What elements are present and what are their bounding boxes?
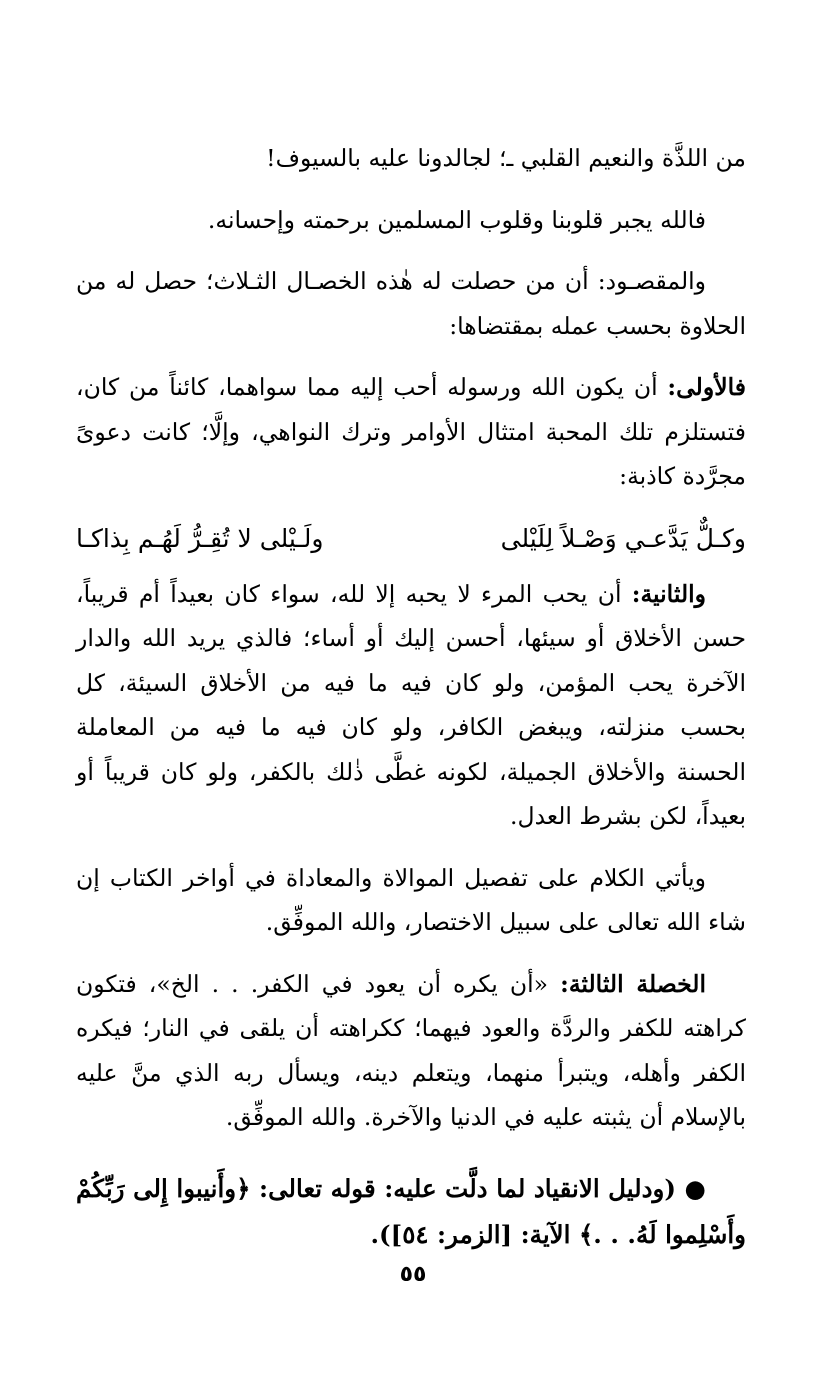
first-trait-text: أن يكون الله ورسوله أحب إليه مما سواهما، كائناً من كان، فتستلزم تلك المحبة امتثال الأوامر وترك النواهي، وإلَّا؛ كانت دعوىً مجرَّدة كاذبة: xyxy=(76,373,746,490)
paragraph-3: والمقصـود: أن من حصلت له هٰذه الخصـال الثـلاث؛ حصل له من الحلاوة بحسب عمله بمقتضاها: xyxy=(76,267,746,340)
page-number: ٥٥ xyxy=(399,1262,427,1287)
first-trait-label: فالأولى: xyxy=(667,373,746,401)
poem-hemistich-right: وكـلٌّ يَدَّعـي وَصْـلاً لِلَيْلى xyxy=(500,523,746,553)
bullet-icon: ● xyxy=(684,1173,706,1203)
paragraph-6: ويأتي الكلام على تفصيل الموالاة والمعاداة في أواخر الكتاب إن شاء الله تعالى على سبيل الاختصار، والله الموفِّق. xyxy=(76,863,746,936)
third-trait-label: الخصلة الثالثة: xyxy=(560,969,706,998)
second-trait-label: والثانية: xyxy=(631,579,706,608)
poem-hemistich-left: ولَـيْلى لا تُقِـرُّ لَهُـم بِذاكـا xyxy=(76,523,324,553)
paragraph-1: من اللذَّة والنعيم القلبي ـ؛ لجالدونا عليه بالسيوف! xyxy=(266,144,746,172)
paragraph-first-trait xyxy=(76,365,746,499)
evidence-text: (ودليل الانقياد لما دلَّت عليه: قوله تعالى: ﴿وأَنيبوا إِلى رَبِّكُمْ وأَسْلِموا لَهُ. . .﴾ الآية: [الزمر: ٥٤]). xyxy=(76,1173,746,1249)
poem-verse xyxy=(76,516,746,562)
third-trait-text: «أن يكره أن يعود في الكفر. . . الخ»، فتكون كراهته للكفر والردَّة والعود فيهما؛ ككراهته أن يلقى في النار؛ فيكره الكفر وأهله، ويتبرأ منهما، ويتعلم دينه، ويسأل ربه الذي منَّ عليه بالإسلام أن يثبته عليه في الدنيا والآخرة. والله الموفِّق. xyxy=(76,969,746,1131)
paragraph-third-trait xyxy=(76,962,746,1140)
paragraph-evidence xyxy=(76,1166,746,1258)
page-body xyxy=(76,136,746,1275)
paragraph-second-trait xyxy=(76,572,746,839)
paragraph-2: فالله يجبر قلوبنا وقلوب المسلمين برحمته وإحسانه. xyxy=(207,205,706,234)
second-trait-text: أن يحب المرء لا يحبه إلا لله، سواء كان بعيداً أم قريباً، حسن الأخلاق أو سيئها، أحسن إليك أو أساء؛ فالذي يريد الله والدار الآخرة يحب المؤمن، ولو كان فيه ما فيه من الأخلاق السيئة، كل بحسب منزلته، ويبغض الكافر، ولو كان فيه ما فيه من المعاملة الحسنة والأخلاق الجميلة، لكونه غطَّى ذٰلك بالكفر، ولو كان قريباً أو بعيداً، لكن بشرط العدل. xyxy=(76,579,746,830)
